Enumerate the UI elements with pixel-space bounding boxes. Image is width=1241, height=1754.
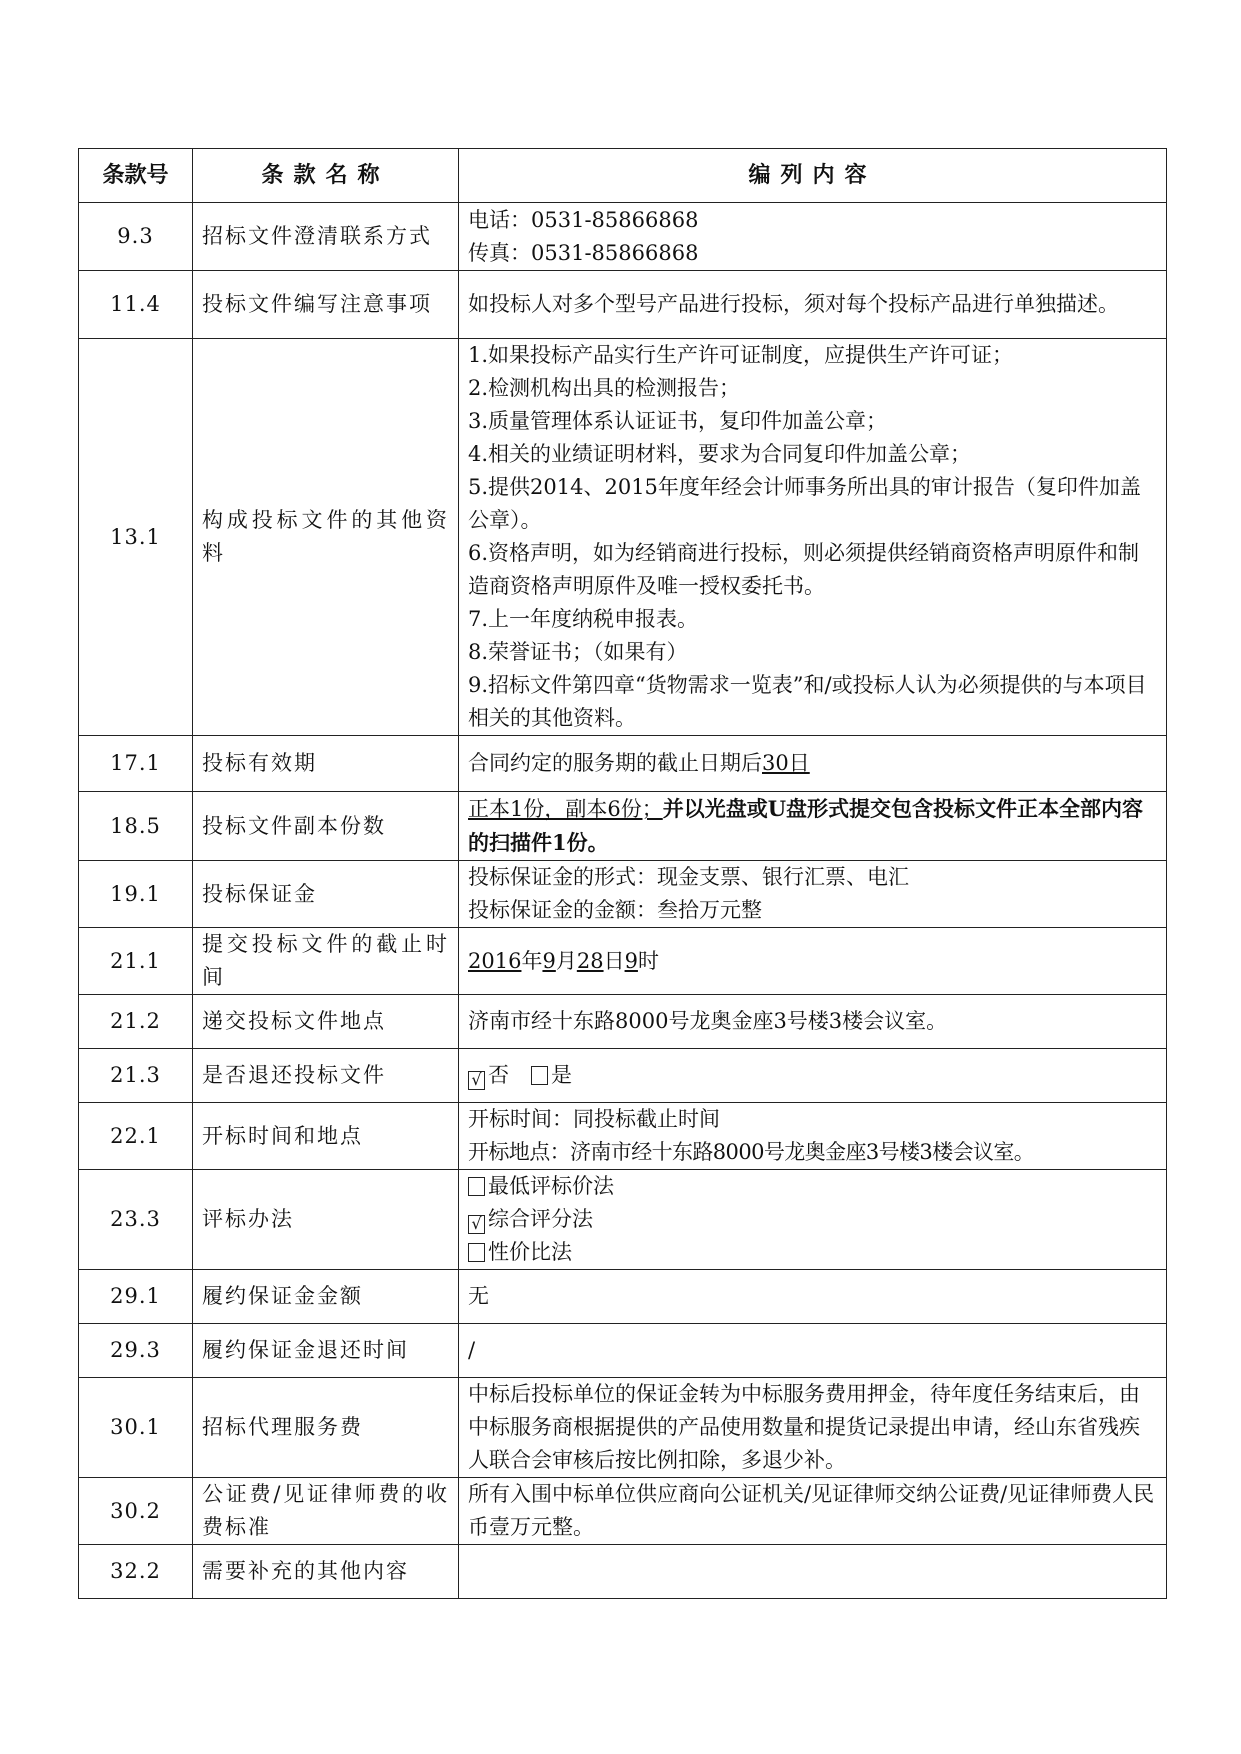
clause-content [459,792,1167,861]
clause-number: 32.2 [79,1545,193,1599]
fax-line: 传真：0531-85866868 [468,240,699,265]
clause-number: 30.1 [79,1378,193,1478]
deposit-form: 投标保证金的形式：现金支票、银行汇票、电汇 [468,865,909,889]
table-row [79,339,1167,736]
clause-name: 投标保证金 [193,861,459,928]
clause-name: 是否退还投标文件 [193,1049,459,1103]
clause-number: 9.3 [79,203,193,271]
deadline-year-unit: 年 [521,948,543,973]
clause-name: 公证费/见证律师费的收费标准 [193,1478,459,1545]
deadline-year: 2016 [468,948,522,973]
option-no-label: 否 [488,1063,509,1087]
list-item: 4.相关的业绩证明材料，要求为合同复印件加盖公章； [468,442,972,466]
clause-number: 19.1 [79,861,193,928]
clause-number: 21.1 [79,928,193,995]
phone-line: 电话：0531-85866868 [468,207,699,232]
clause-content [459,1103,1167,1170]
clause-content [459,928,1167,995]
table-row [79,995,1167,1049]
clause-name: 构成投标文件的其他资料 [193,339,459,736]
checkbox-yes[interactable] [531,1066,548,1085]
checkbox-cost-performance[interactable] [468,1243,485,1262]
deadline-day: 28 [576,948,604,973]
deadline-day-unit: 日 [603,948,625,973]
table-row [79,1324,1167,1378]
header-content: 编列内容 [459,149,1167,203]
table-row [79,1170,1167,1270]
clause-content [459,1478,1167,1545]
clause-number: 17.1 [79,736,193,792]
clause-content [459,861,1167,928]
table-row [79,1049,1167,1103]
list-item: 9.招标文件第四章“货物需求一览表”和/或投标人认为必须提供的与本项目相关的其他资料。 [468,673,1147,730]
table-row [79,271,1167,339]
header-row [79,149,1167,203]
table-row [79,792,1167,861]
table-row [79,203,1167,271]
scan-requirement: 并以光盘或U盘形式提交包含投标文件正本全部内容的扫描件1份。 [468,796,1144,855]
clause-name: 递交投标文件地点 [193,995,459,1049]
clause-name: 招标代理服务费 [193,1378,459,1478]
table-row [79,1103,1167,1170]
copies-count: 正本1份，副本6份； [468,797,663,821]
table-row [79,1378,1167,1478]
option-yes-label: 是 [551,1063,572,1087]
clauses-table [78,148,1167,1599]
checkbox-comprehensive[interactable]: √ [468,1215,485,1234]
clause-number: 21.2 [79,995,193,1049]
clause-name: 履约保证金金额 [193,1270,459,1324]
opening-time: 开标时间：同投标截止时间 [468,1107,720,1131]
clause-number: 11.4 [79,271,193,339]
table-row [79,861,1167,928]
clause-number: 29.1 [79,1270,193,1324]
checkbox-lowest-price[interactable] [468,1177,485,1196]
header-clause-number: 条款号 [79,149,193,203]
validity-days: 30日 [762,751,810,775]
table-row [79,1270,1167,1324]
deadline-hour: 9 [624,948,638,973]
clause-name: 履约保证金退还时间 [193,1324,459,1378]
clause-name: 开标时间和地点 [193,1103,459,1170]
checkbox-no[interactable]: √ [468,1071,485,1090]
clause-name: 提交投标文件的截止时间 [193,928,459,995]
option-cost-performance: 性价比法 [488,1240,572,1264]
clause-content: / [459,1324,1167,1378]
table-row [79,1478,1167,1545]
opening-place: 开标地点：济南市经十东路8000号龙奥金座3号楼3楼会议室。 [468,1140,1035,1164]
list-item: 3.质量管理体系认证证书，复印件加盖公章； [468,409,888,433]
clause-content: 无 [459,1270,1167,1324]
list-item: 1.如果投标产品实行生产许可证制度，应提供生产许可证； [468,343,1014,367]
clause-name: 投标有效期 [193,736,459,792]
content-text: 所有入围中标单位供应商向公证机关/见证律师交纳公证费/见证律师费人民币壹万元整。 [468,1482,1155,1539]
content-text: 如投标人对多个型号产品进行投标，须对每个投标产品进行单独描述。 [468,292,1119,316]
list-item: 8.荣誉证书；（如果有） [468,640,688,664]
table-row [79,736,1167,792]
clause-content [459,1545,1167,1599]
clause-name: 评标办法 [193,1170,459,1270]
clause-content [459,203,1167,271]
content-text: 中标后投标单位的保证金转为中标服务费用押金，待年度任务结束后，由中标服务商根据提供的产品使用数量和提货记录提出申请，经山东省残疾人联合会审核后按比例扣除，多退少补。 [468,1382,1140,1472]
clause-number: 18.5 [79,792,193,861]
clause-number: 29.3 [79,1324,193,1378]
clause-content [459,736,1167,792]
clause-number: 22.1 [79,1103,193,1170]
clause-number: 23.3 [79,1170,193,1270]
clause-name: 需要补充的其他内容 [193,1545,459,1599]
clause-content [459,339,1167,736]
clause-number: 21.3 [79,1049,193,1103]
table-row [79,1545,1167,1599]
list-item: 5.提供2014、2015年度年经会计师事务所出具的审计报告（复印件加盖公章）。 [468,475,1141,532]
clause-name: 投标文件编写注意事项 [193,271,459,339]
clause-number: 13.1 [79,339,193,736]
deadline-hour-unit: 时 [637,948,659,973]
deadline-month-unit: 月 [555,948,577,973]
option-comprehensive: 综合评分法 [488,1207,593,1231]
clause-content [459,271,1167,339]
clause-number: 30.2 [79,1478,193,1545]
clause-content [459,1170,1167,1270]
clause-name: 招标文件澄清联系方式 [193,203,459,271]
clause-name: 投标文件副本份数 [193,792,459,861]
deposit-amount: 投标保证金的金额：叁拾万元整 [468,898,762,922]
deadline-month: 9 [542,948,556,973]
list-item: 6.资格声明，如为经销商进行投标，则必须提供经销商资格声明原件和制造商资格声明原件及唯一授权委托书。 [468,541,1140,598]
option-lowest-price: 最低评标价法 [488,1174,614,1198]
clause-content: 济南市经十东路8000号龙奥金座3号楼3楼会议室。 [459,995,1167,1049]
list-item: 2.检测机构出具的检测报告； [468,376,741,400]
validity-prefix: 合同约定的服务期的截止日期后 [468,751,762,775]
clause-content [459,1049,1167,1103]
clause-content [459,1378,1167,1478]
list-item: 7.上一年度纳税申报表。 [468,607,699,631]
table-row [79,928,1167,995]
header-clause-name: 条款名称 [193,149,459,203]
